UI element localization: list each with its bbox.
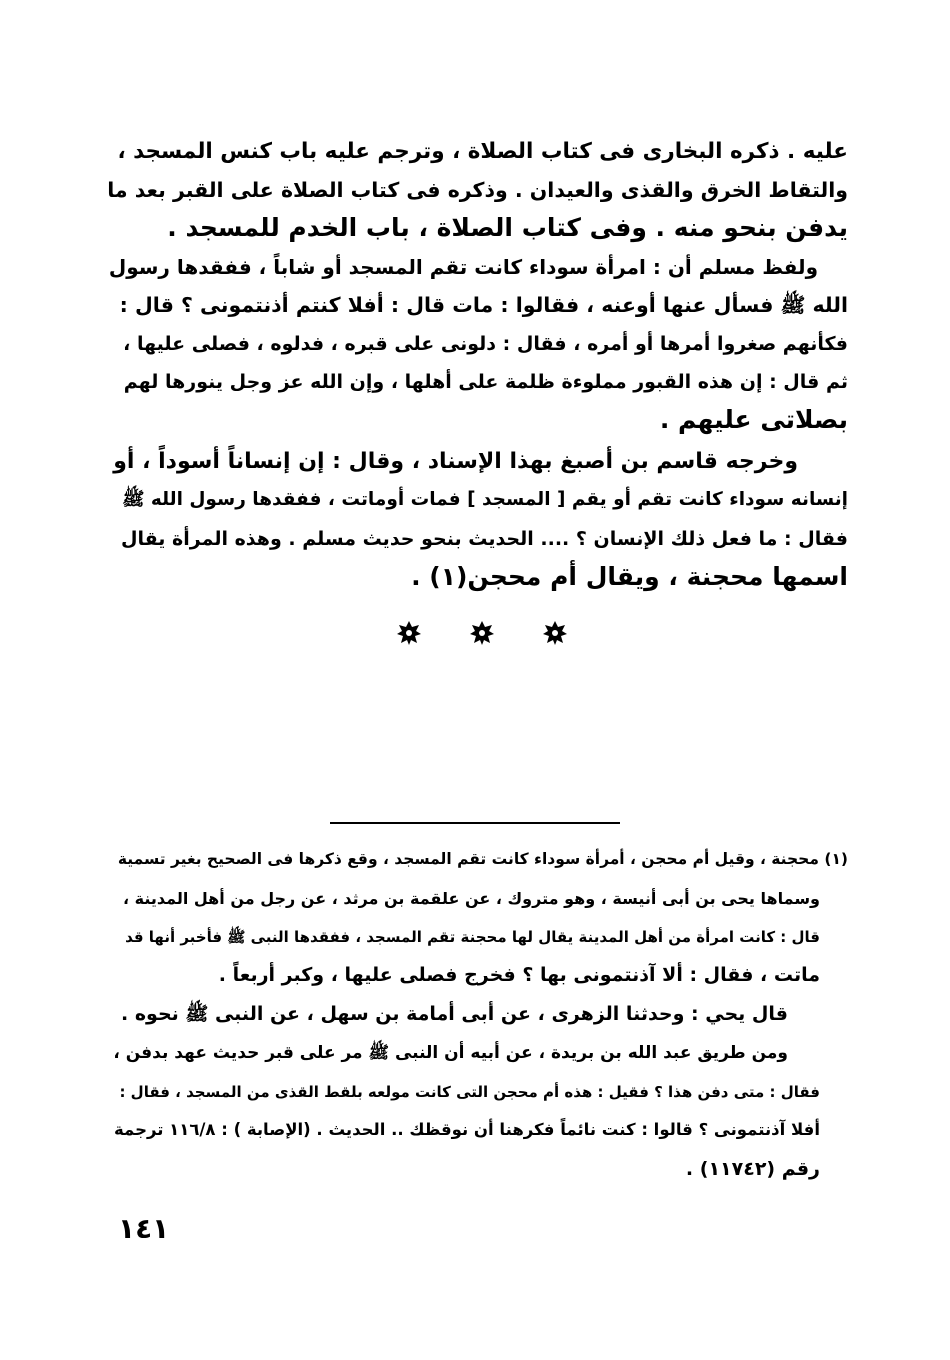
section-ornaments [380, 620, 580, 650]
footnote-line: رقم (١١٧٤٢) . [685, 1158, 820, 1180]
body-line: يدفن بنحو منه . وفى كتاب الصلاة ، باب الخدم للمسجد . [167, 213, 848, 242]
footnote-line: أفلا آذنتمونى ؟ قالوا : كنت نائماً فكرهنا أن نوقظك .. الحديث . (الإصابة ) : ١١٦/٨ ترجمة [114, 1120, 820, 1139]
body-line: الله ﷺ فسأل عنها أوعنه ، فقالوا : مات قال : أفلا كنتم أذنتمونى ؟ قال : [119, 293, 848, 317]
star-rosette-icon [469, 620, 495, 646]
body-line: عليه . ذكره البخارى فى كتاب الصلاة ، وترجم عليه باب كنس المسجد ، [117, 139, 848, 164]
body-line: اسمها محجنة ، ويقال أم محجن(١) . [411, 562, 848, 591]
body-line: ولفظ مسلم أن : امرأة سوداء كانت تقم المسجد أو شاباً ، ففقدها رسول [108, 255, 818, 279]
footnote-line: (١) محجنة ، وقيل أم محجن ، أمرأة سوداء كانت تقم المسجد ، وقع ذكرها فى الصحيح بغير تسمية [117, 850, 848, 868]
footnote-line: ومن طريق عبد الله بن بريدة ، عن أبيه أن النبى ﷺ مر على قبر حديث عهد بدفن ، [113, 1043, 788, 1063]
footnote-line: قال : كانت امرأة من أهل المدينة يقال لها محجنة تقم المسجد ، ففقدها النبى ﷺ فأخبر أنها قد [125, 928, 820, 946]
body-line: ثم قال : إن هذه القبور مملوءة ظلمة على أهلها ، وإن الله عز وجل ينورها لهم [123, 371, 848, 393]
page-number: ١٤١ [118, 1212, 170, 1245]
footnote-separator [330, 822, 620, 824]
body-line: فكأنهم صغروا أمرها أو أمره ، فقال : دلونى على قبره ، فدلوه ، فصلى عليها ، [123, 333, 848, 355]
star-rosette-icon [542, 620, 568, 646]
star-rosette-icon [396, 620, 422, 646]
footnote-line: قال يحي : وحدثنا الزهرى ، عن أبى أمامة بن سهل ، عن النبى ﷺ نحوه . [120, 1003, 788, 1025]
body-line: وخرجه قاسم بن أصبغ بهذا الإسناد ، وقال : إن إنساناً أسوداً ، أو [113, 449, 798, 474]
footnote-line: فقال : متى دفن هذا ؟ فقيل : هذه أم محجن التى كانت مولعه بلقط القذى من المسجد ، فقال : [119, 1083, 820, 1101]
body-line: إنسانه سوداء كانت تقم أو يقم [ المسجد ] فمات أوماتت ، ففقدها رسول الله ﷺ [122, 489, 848, 510]
body-line: فقال : ما فعل ذلك الإنسان ؟ .... الحديث بنحو حديث مسلم . وهذه المرأة يقال [120, 528, 848, 550]
footnote-line: ماتت ، فقال : ألا آذنتمونى بها ؟ فخرج فصلى عليها ، وكبر أربعاً . [218, 964, 820, 986]
footnote-line: وسماها يحى بن أبى أنيسة ، وهو متروك ، عن علقمة بن مرثد ، عن رجل من أهل المدينة ، [122, 889, 820, 908]
body-line: بصلاتى عليهم . [659, 405, 848, 434]
body-line: والتقاط الخرق والقذى والعيدان . وذكره فى كتاب الصلاة على القبر بعد ما [107, 178, 848, 202]
